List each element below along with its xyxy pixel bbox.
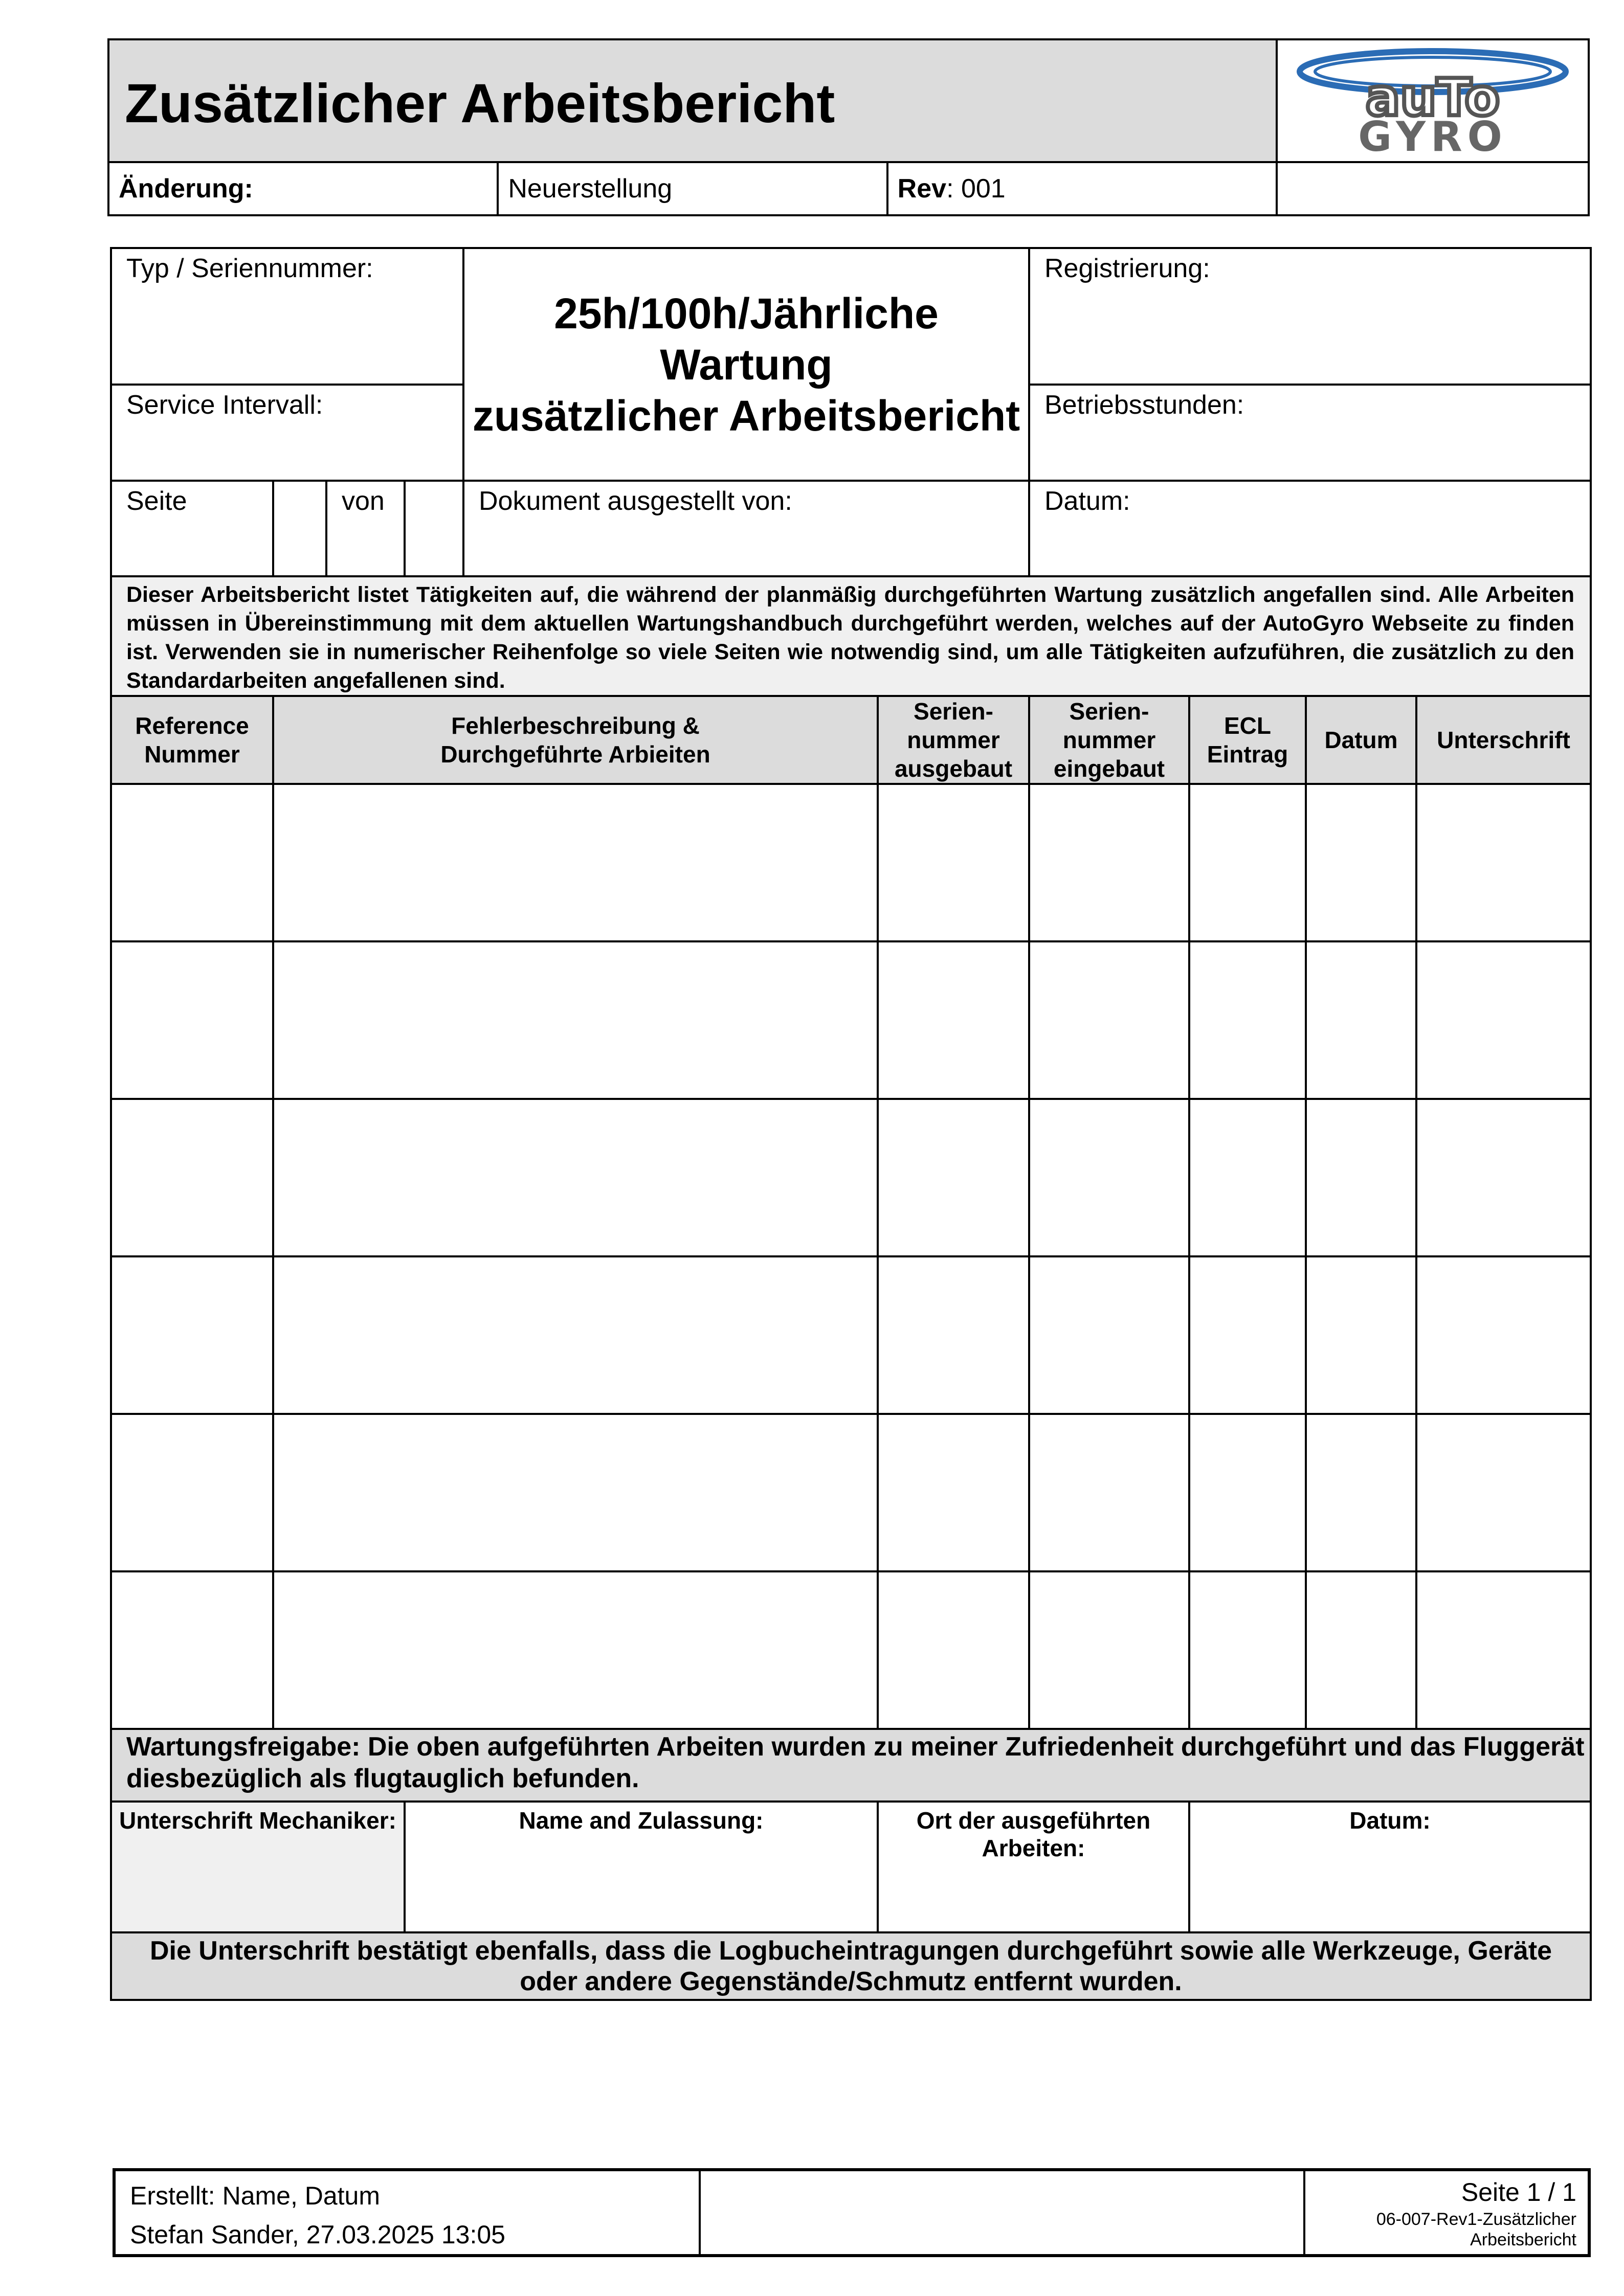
cell-fault-description[interactable]	[273, 1571, 878, 1729]
footer-page-info	[1304, 2170, 1589, 2256]
column-header-line: Datum	[1324, 727, 1398, 753]
center-title-line2: zusätzlicher Arbeitsbericht	[472, 391, 1020, 440]
cell-reference-number[interactable]	[111, 1099, 273, 1256]
name-license-field[interactable]: Name and Zulassung:	[405, 1802, 878, 1932]
cell-signature[interactable]	[1416, 1414, 1591, 1571]
column-header-line: nummer	[1062, 727, 1156, 753]
table-row	[111, 941, 1591, 1099]
registration-field[interactable]: Registrierung:	[1029, 248, 1591, 385]
column-header-line: Unterschrift	[1437, 727, 1570, 753]
cell-reference-number[interactable]	[111, 784, 273, 941]
work-report-form	[110, 247, 1592, 2001]
cell-serial-installed[interactable]	[1029, 1571, 1189, 1729]
footer-doc-id-line1: 06-007-Rev1-Zusätzlicher	[1376, 2210, 1576, 2229]
issued-by-field[interactable]: Dokument ausgestellt von:	[463, 481, 1029, 576]
confirmation-line2: oder andere Gegenstände/Schmutz entfernt wurden.	[520, 1967, 1182, 1996]
change-value: Neuerstellung	[498, 162, 887, 215]
rev-label: Rev	[897, 174, 947, 204]
change-label: Änderung:	[108, 162, 498, 215]
cell-serial-removed[interactable]	[878, 1256, 1029, 1414]
column-header-serial-installed	[1029, 696, 1189, 784]
logo-text-auto: auTo	[1365, 67, 1500, 127]
column-header-line: Durchgeführte Arbieiten	[440, 741, 710, 768]
of-label: von	[326, 481, 405, 576]
work-items-table-body	[111, 784, 1591, 1729]
cell-signature[interactable]	[1416, 784, 1591, 941]
cell-signature[interactable]	[1416, 1256, 1591, 1414]
column-header-serial-removed	[878, 696, 1029, 784]
cell-serial-removed[interactable]	[878, 1099, 1029, 1256]
cell-fault-description[interactable]	[273, 1256, 878, 1414]
cell-fault-description[interactable]	[273, 784, 878, 941]
cell-serial-installed[interactable]	[1029, 1099, 1189, 1256]
table-row	[111, 784, 1591, 941]
rev-value: : 001	[946, 174, 1006, 204]
cell-date[interactable]	[1306, 1571, 1416, 1729]
column-header-line: Fehlerbeschreibung &	[451, 712, 700, 739]
column-header-line: ECL	[1224, 712, 1271, 739]
autogyro-logo-icon	[1289, 41, 1576, 159]
cell-serial-removed[interactable]	[878, 784, 1029, 941]
cell-ecl-entry[interactable]	[1189, 1571, 1306, 1729]
cell-serial-removed[interactable]	[878, 1571, 1029, 1729]
footer-created	[114, 2170, 700, 2256]
cell-serial-installed[interactable]	[1029, 1256, 1189, 1414]
column-header-line: Serien-	[1069, 698, 1149, 725]
cell-date[interactable]	[1306, 941, 1416, 1099]
column-header-ecl-entry	[1189, 696, 1306, 784]
column-header-reference-number	[111, 696, 273, 784]
center-title-line1: 25h/100h/Jährliche Wartung	[554, 289, 939, 389]
table-row	[111, 1414, 1591, 1571]
column-header-line: ausgebaut	[894, 755, 1013, 782]
cell-ecl-entry[interactable]	[1189, 784, 1306, 941]
footer-empty-cell	[700, 2170, 1304, 2256]
cell-fault-description[interactable]	[273, 1414, 878, 1571]
footer-created-label: Erstellt: Name, Datum	[130, 2181, 381, 2210]
column-header-line: Reference	[135, 712, 249, 739]
cell-reference-number[interactable]	[111, 1256, 273, 1414]
cell-date[interactable]	[1306, 1414, 1416, 1571]
table-header-row	[111, 696, 1591, 784]
header-empty-cell	[1277, 162, 1589, 215]
cell-signature[interactable]	[1416, 1099, 1591, 1256]
cell-serial-removed[interactable]	[878, 941, 1029, 1099]
cell-serial-removed[interactable]	[878, 1414, 1029, 1571]
cell-reference-number[interactable]	[111, 1571, 273, 1729]
footer-page: Seite 1 / 1	[1461, 2178, 1576, 2207]
release-date-field[interactable]: Datum:	[1189, 1802, 1591, 1932]
column-header-line: Eintrag	[1207, 741, 1288, 768]
cell-reference-number[interactable]	[111, 1414, 273, 1571]
autogyro-logo	[1277, 39, 1589, 162]
cell-signature[interactable]	[1416, 941, 1591, 1099]
footer-doc-id-line2: Arbeitsbericht	[1470, 2230, 1576, 2249]
document-title: Zusätzlicher Arbeitsbericht	[108, 39, 1277, 162]
date-field[interactable]: Datum:	[1029, 481, 1591, 576]
column-header-date	[1306, 696, 1416, 784]
document-footer	[113, 2168, 1591, 2257]
cell-date[interactable]	[1306, 1256, 1416, 1414]
table-row	[111, 1099, 1591, 1256]
cell-ecl-entry[interactable]	[1189, 941, 1306, 1099]
table-row	[111, 1571, 1591, 1729]
column-header-signature	[1416, 696, 1591, 784]
cell-fault-description[interactable]	[273, 941, 878, 1099]
document-header	[107, 38, 1590, 216]
logo-text-gyro: GYRO	[1358, 112, 1507, 159]
operating-hours-field[interactable]: Betriebsstunden:	[1029, 385, 1591, 481]
cell-serial-installed[interactable]	[1029, 941, 1189, 1099]
column-header-line: Serien-	[914, 698, 993, 725]
form-center-title	[463, 248, 1029, 481]
cell-ecl-entry[interactable]	[1189, 1414, 1306, 1571]
page-label: Seite	[111, 481, 273, 576]
revision-field	[887, 162, 1277, 215]
table-row	[111, 1256, 1591, 1414]
column-header-line: Nummer	[144, 741, 240, 768]
cell-date[interactable]	[1306, 784, 1416, 941]
work-location-field[interactable]: Ort der ausgeführten Arbeiten:	[878, 1802, 1189, 1932]
cell-date[interactable]	[1306, 1099, 1416, 1256]
page-number-field[interactable]	[273, 481, 326, 576]
service-interval-field[interactable]: Service Intervall:	[111, 385, 463, 481]
column-header-fault-description	[273, 696, 878, 784]
cell-ecl-entry[interactable]	[1189, 1256, 1306, 1414]
mechanic-signature-field[interactable]: Unterschrift Mechaniker:	[111, 1802, 405, 1932]
signature-confirmation	[111, 1932, 1591, 2000]
page-total-field[interactable]	[405, 481, 463, 576]
cell-reference-number[interactable]	[111, 941, 273, 1099]
cell-fault-description[interactable]	[273, 1099, 878, 1256]
column-header-line: nummer	[907, 727, 1000, 753]
maintenance-release-text: Wartungsfreigabe: Die oben aufgeführten Arbeiten wurden zu meiner Zufriedenheit durchgeführt und das Fluggerät diesbezüglich als flugtauglich befunden.	[111, 1729, 1591, 1802]
footer-created-value: Stefan Sander, 27.03.2025 13:05	[130, 2220, 505, 2249]
type-serial-field[interactable]: Typ / Seriennummer:	[111, 248, 463, 385]
intro-text: Dieser Arbeitsbericht listet Tätigkeiten auf, die während der planmäßig durchgeführten Wartung zusätzlich angefallen sind. Alle Arbeiten müssen in Übereinstimmung mit dem aktuellen Wartungshandbuch durchgeführt werden, welches auf der AutoGyro Webseite zu finden ist. Verwenden sie in numerischer Reihenfolge so viele Seiten wie notwendig sind, um alle Tätigkeiten aufzuführen, die zusätzlich zu den Standardarbeiten angefallenen sind.	[111, 576, 1591, 696]
cell-ecl-entry[interactable]	[1189, 1099, 1306, 1256]
cell-serial-installed[interactable]	[1029, 784, 1189, 941]
cell-serial-installed[interactable]	[1029, 1414, 1189, 1571]
confirmation-line1: Die Unterschrift bestätigt ebenfalls, dass die Logbucheintragungen durchgeführt sowie alle Werkzeuge, Geräte	[149, 1936, 1552, 1966]
column-header-line: eingebaut	[1053, 755, 1165, 782]
cell-signature[interactable]	[1416, 1571, 1591, 1729]
